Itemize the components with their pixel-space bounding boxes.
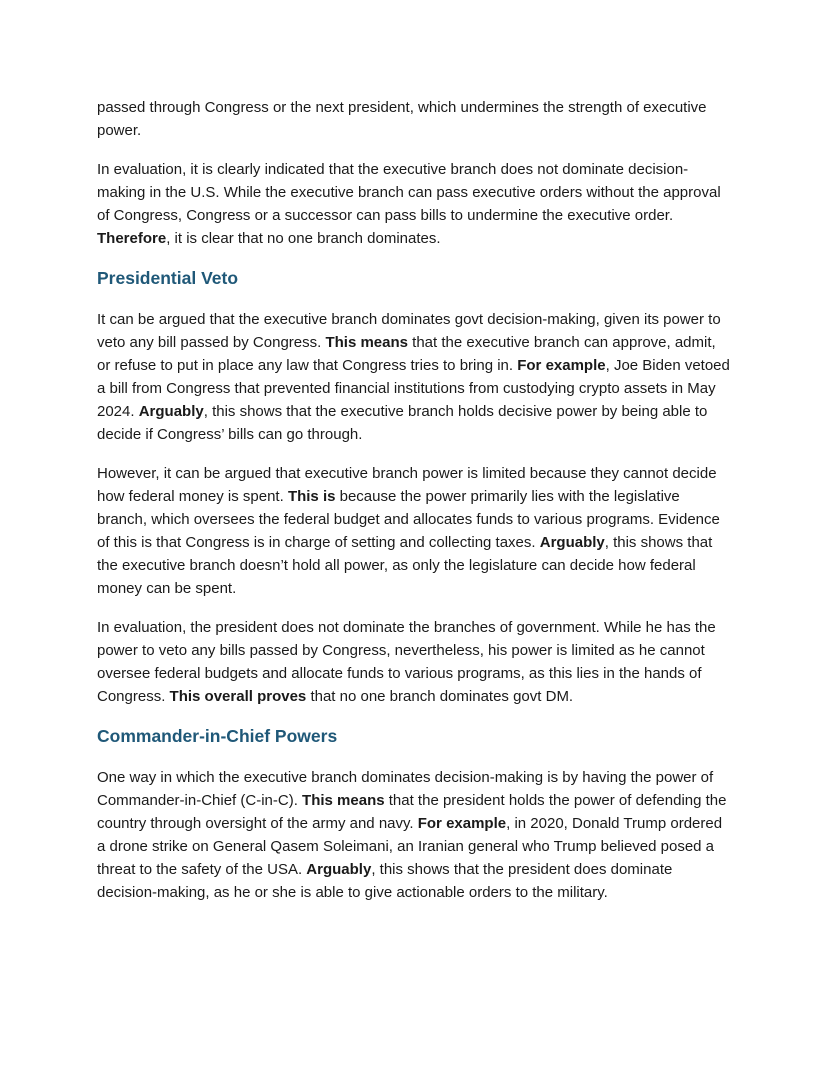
text-run: , in 2020, Donald Trump ordered a drone strike on General Qasem Soleimani, an Iranian general who Trump believed posed a threat to the safety of the USA. (97, 815, 723, 878)
paragraph (97, 158, 733, 250)
text-run: passed through Congress or the next president, which undermines the strength of executive power. (97, 99, 707, 139)
text-run: because the power primarily lies with the legislative branch, which oversees the federal budget and allocates funds to various programs. Evidence of this is that Congress is in charge of setting and collecting taxes. (97, 488, 720, 551)
section-heading: Presidential Veto (97, 268, 239, 288)
text-run: that the executive branch can approve, admit, or refuse to put in place any law that Congress tries to bring in. (97, 334, 716, 374)
bold-text-run: Therefore (97, 230, 167, 247)
bold-text-run: This means (325, 334, 408, 351)
paragraph (97, 308, 733, 446)
text-run: , Joe Biden vetoed a bill from Congress that prevented financial institutions from custodying crypto assets in May 2024. (97, 357, 730, 420)
document-page (97, 96, 733, 920)
bold-text-run: For example (417, 815, 507, 832)
bold-text-run: For example (517, 357, 606, 374)
text-run: , this shows that the executive branch doesn’t hold all power, as only the legislature can decide how federal money can be spent. (97, 534, 713, 597)
paragraph (97, 96, 733, 142)
text-run: In evaluation, the president does not dominate the branches of government. While he has the power to veto any bills passed by Congress, nevertheless, his power is limited as he cannot oversee federal budgets and allocate funds to various programs, as this lies in the hands of Congress. (97, 619, 716, 705)
bold-text-run: This is (287, 488, 336, 505)
paragraph (97, 766, 733, 904)
text-run: that no one branch dominates govt DM. (306, 688, 574, 705)
bold-text-run: Arguably (539, 534, 605, 551)
section-heading: Commander-in-Chief Powers (97, 726, 338, 746)
commander-in-chief-section (97, 724, 733, 904)
presidential-veto-section (97, 266, 733, 708)
paragraph (97, 462, 733, 600)
bold-text-run: Arguably (306, 861, 372, 878)
bold-text-run: This overall proves (169, 688, 307, 705)
text-run: However, it can be argued that executive branch power is limited because they cannot decide how federal money is spent. (97, 465, 717, 505)
text-run: that the president holds the power of defending the country through oversight of the army and navy. (97, 792, 727, 832)
text-run: , this shows that the president does dominate decision-making, as he or she is able to give actionable orders to the military. (97, 861, 673, 901)
text-run: , this shows that the executive branch holds decisive power by being able to decide if Congress’ bills can go through. (97, 403, 708, 443)
intro-section (97, 96, 733, 250)
text-run: , it is clear that no one branch dominates. (166, 230, 441, 247)
paragraph (97, 616, 733, 708)
text-run: One way in which the executive branch dominates decision-making is by having the power of Commander-in-Chief (C-in-C). (97, 769, 714, 809)
bold-text-run: This means (302, 792, 385, 809)
text-run: In evaluation, it is clearly indicated that the executive branch does not dominate decision-making in the U.S. While the executive branch can pass executive orders without the approval of Congress, Congress or a successor can pass bills to undermine the executive order. (97, 161, 721, 224)
text-run: It can be argued that the executive branch dominates govt decision-making, given its power to veto any bill passed by Congress. (97, 311, 721, 351)
bold-text-run: Arguably (138, 403, 204, 420)
